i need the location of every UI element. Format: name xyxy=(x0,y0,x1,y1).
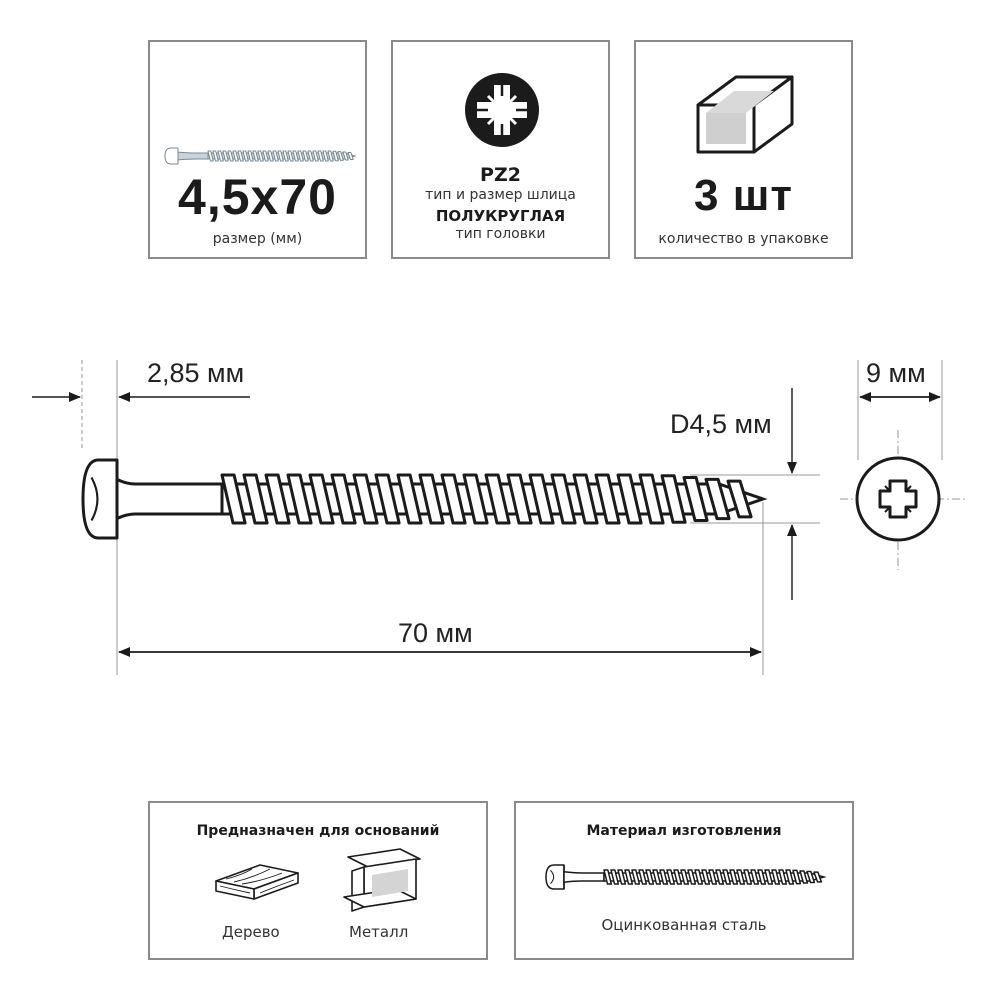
base-label-metal: Металл xyxy=(349,923,409,941)
package-box-icon xyxy=(636,54,855,164)
metal-profile-icon xyxy=(338,845,428,915)
size-caption: размер (мм) xyxy=(212,231,303,247)
screw-side-view xyxy=(83,460,763,538)
head-type-caption: тип головки xyxy=(455,226,546,242)
screw-material-icon xyxy=(516,853,856,903)
head-height-label: 2,85 мм xyxy=(147,358,245,388)
thread-diameter-label: D4,5 мм xyxy=(670,409,772,439)
bases-title: Предназначен для оснований xyxy=(196,823,440,839)
slot-card xyxy=(391,40,610,259)
quantity-card xyxy=(634,40,853,259)
slot-value: PZ2 xyxy=(480,164,521,186)
length-label: 70 мм xyxy=(398,618,473,648)
material-card xyxy=(514,801,854,960)
material-title: Материал изготовления xyxy=(586,823,782,839)
size-card xyxy=(148,40,367,259)
base-label-wood: Дерево xyxy=(222,923,280,941)
quantity-value: 3 шт xyxy=(694,171,793,220)
pozidriv-slot-icon xyxy=(393,60,612,160)
wood-plank-icon xyxy=(212,853,302,913)
head-type-value: ПОЛУКРУГЛАЯ xyxy=(435,207,566,225)
bases-card xyxy=(148,801,488,960)
head-diameter-label: 9 мм xyxy=(866,358,926,388)
slot-caption: тип и размер шлица xyxy=(425,187,576,203)
material-label: Оцинкованная сталь xyxy=(601,916,767,934)
screw-end-view xyxy=(857,458,939,540)
quantity-caption: количество в упаковке xyxy=(658,231,829,247)
size-value: 4,5x70 xyxy=(178,169,337,225)
screw-dimension-drawing xyxy=(0,330,1000,750)
